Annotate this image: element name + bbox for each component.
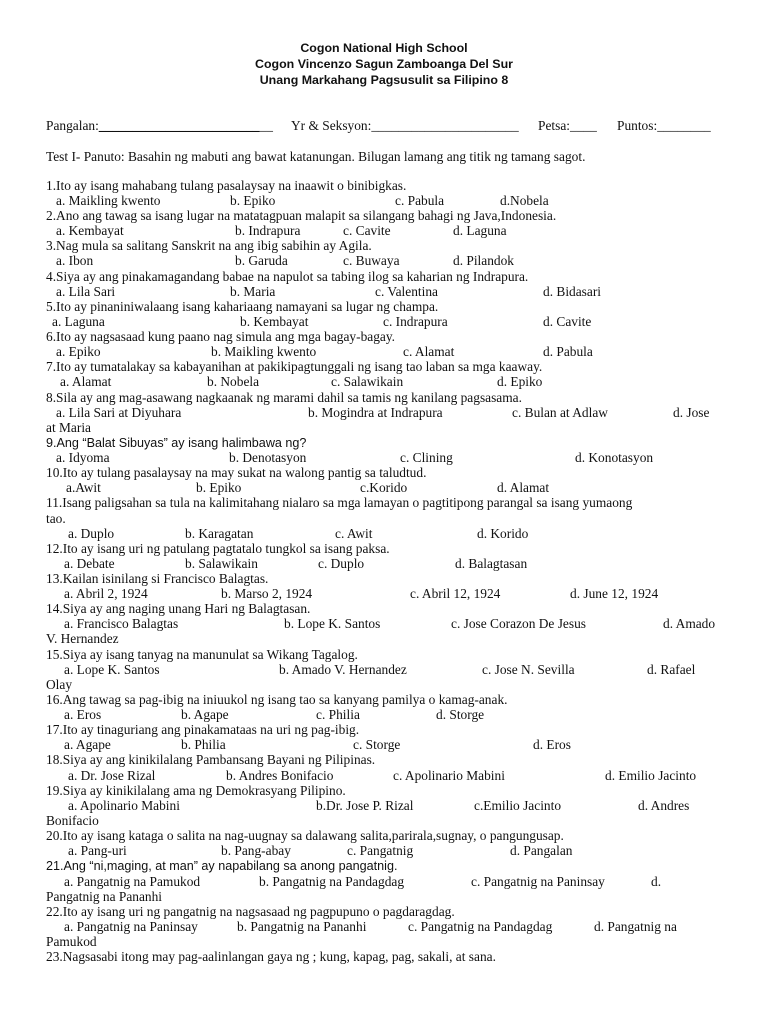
answer-choice[interactable]: c. Clining (400, 450, 453, 465)
answer-choice[interactable]: a. Alamat (60, 374, 112, 389)
answer-choice[interactable]: c. Bulan at Adlaw (512, 405, 608, 420)
name-field[interactable] (46, 118, 273, 134)
question-line (0, 768, 768, 784)
question-text: 7.Ito ay tumatalakay sa kabayanihan at pakikipagtunggali ng isang tao laban sa mga kaaway. (46, 359, 543, 374)
answer-choice[interactable]: a. Abril 2, 1924 (64, 586, 148, 601)
question-line (0, 783, 768, 799)
answer-choice[interactable]: a. Eros (64, 707, 102, 722)
answer-choice[interactable]: a. Duplo (68, 526, 115, 541)
question-line (0, 495, 768, 511)
question-line (0, 193, 768, 209)
question-line (0, 707, 768, 723)
question-text: tao. (46, 511, 66, 526)
answer-choice[interactable]: a. Apolinario Mabini (68, 798, 180, 813)
date-blank: ____ (570, 118, 597, 133)
answer-choice[interactable]: a.Awit (66, 480, 101, 495)
answer-choice[interactable]: d. Laguna (453, 223, 507, 238)
question-line (0, 526, 768, 542)
answer-choice[interactable]: d. Balagtasan (455, 556, 528, 571)
question-line (0, 586, 768, 602)
answer-choice[interactable]: d. Amado (663, 616, 716, 631)
answer-choice[interactable]: c.Korido (360, 480, 408, 495)
answer-choice[interactable]: b. Pangatnig na Pananhi (237, 919, 367, 934)
answer-choice[interactable]: d. Pangatnig na (594, 919, 677, 934)
answer-choice[interactable]: b. Maikling kwento (211, 344, 317, 359)
answer-choice[interactable]: b. Indrapura (235, 223, 301, 238)
answer-choice[interactable]: a. Kembayat (56, 223, 124, 238)
answer-choice[interactable]: b. Andres Bonifacio (226, 768, 334, 783)
question-line (0, 752, 768, 768)
answer-choice[interactable]: c. Pangatnig na Paninsay (471, 874, 605, 889)
answer-choice[interactable]: b. Amado V. Hernandez (279, 662, 407, 677)
question-line (0, 647, 768, 663)
answer-choice[interactable]: a. Francisco Balagtas (64, 616, 179, 631)
answer-choice[interactable]: b. Pangatnig na Pandagdag (259, 874, 405, 889)
question-text: 9.Ang “Balat Sibuyas” ay isang halimbawa ng? (46, 436, 307, 450)
name-blank: ________________________ (98, 118, 260, 133)
answer-choice[interactable]: c. Indrapura (383, 314, 448, 329)
question-text: V. Hernandez (46, 631, 119, 646)
question-line (0, 329, 768, 345)
answer-choice[interactable]: a. Debate (64, 556, 115, 571)
answer-choice[interactable]: b. Agape (181, 707, 229, 722)
question-text: 13.Kailan isinilang si Francisco Balagtas. (46, 571, 269, 586)
answer-choice[interactable]: b. Philia (181, 737, 226, 752)
score-field[interactable] (617, 118, 711, 134)
question-line (0, 238, 768, 254)
question-line (0, 390, 768, 406)
answer-choice[interactable]: a. Maikling kwento (56, 193, 161, 208)
answer-choice[interactable]: a. Pangatnig na Paninsay (64, 919, 198, 934)
question-line (0, 299, 768, 315)
question-line (0, 359, 768, 375)
date-field[interactable] (538, 118, 597, 134)
answer-choice[interactable]: d. Cavite (543, 314, 592, 329)
answer-choice[interactable]: d. Konotasyon (575, 450, 654, 465)
question-line (0, 798, 768, 814)
instructions-row (0, 149, 768, 165)
question-text: 8.Sila ay ang mag-asawang nagkaanak ng marami dahil sa tamis ng kanilang pagsasama. (46, 390, 522, 405)
question-line (0, 889, 768, 905)
question-line (0, 465, 768, 481)
answer-choice[interactable]: d. June 12, 1924 (570, 586, 659, 601)
question-line (0, 737, 768, 753)
answer-choice[interactable]: a. Laguna (52, 314, 105, 329)
question-line (0, 601, 768, 617)
answer-choice[interactable]: b. Nobela (207, 374, 260, 389)
question-line (0, 828, 768, 844)
answer-choice[interactable]: c. Duplo (318, 556, 365, 571)
question-line (0, 435, 768, 451)
answer-choice[interactable]: d. Rafael (647, 662, 696, 677)
date-label: Petsa: (538, 118, 570, 133)
question-text: Bonifacio (46, 813, 99, 828)
answer-choice[interactable]: b. Denotasyon (229, 450, 307, 465)
question-line (0, 616, 768, 632)
answer-choice[interactable]: b. Maria (230, 284, 276, 299)
question-line (0, 450, 768, 466)
question-text: Olay (46, 677, 73, 692)
question-text: Pamukod (46, 934, 97, 949)
answer-choice[interactable]: b. Epiko (196, 480, 242, 495)
question-line (0, 631, 768, 647)
section-label: Yr & Seksyon: (291, 118, 372, 133)
question-text: 17.Ito ay tinaguriang ang pinakamataas na uri ng pag-ibig. (46, 722, 360, 737)
answer-choice[interactable]: d. Korido (477, 526, 529, 541)
answer-choice[interactable]: d.Nobela (500, 193, 549, 208)
question-line (0, 541, 768, 557)
question-line (0, 420, 768, 436)
answer-choice[interactable]: b. Epiko (230, 193, 276, 208)
answer-choice[interactable]: d. Andres (638, 798, 690, 813)
answer-choice[interactable]: b. Pang-abay (221, 843, 291, 858)
question-line (0, 843, 768, 859)
question-line (0, 662, 768, 678)
question-text: 16.Ang tawag sa pag-ibig na iniuukol ng isang tao sa kanyang pamilya o kamag-anak. (46, 692, 508, 707)
question-line (0, 934, 768, 950)
question-line (0, 858, 768, 874)
question-text: 22.Ito ay isang uri ng pangatnig na nagsasaad ng pagpupuno o pagdaragdag. (46, 904, 455, 919)
question-text: 10.Ito ay tulang pasalaysay na may sukat na walong pantig sa taludtud. (46, 465, 427, 480)
school-name: Cogon National High School (300, 41, 468, 55)
question-text: 4.Siya ay ang pinakamagandang babae na napulot sa tabing ilog sa kaharian ng Indrapura. (46, 269, 529, 284)
answer-choice[interactable]: a. Epiko (56, 344, 101, 359)
question-line (0, 571, 768, 587)
answer-choice[interactable]: d. Bidasari (543, 284, 602, 299)
question-line (0, 374, 768, 390)
question-text: 19.Siya ay kinikilalang ama ng Demokrasyang Pilipino. (46, 783, 346, 798)
answer-choice[interactable]: c. Salawikain (331, 374, 404, 389)
question-text: 15.Siya ay isang tanyag na manunulat sa Wikang Tagalog. (46, 647, 358, 662)
answer-choice[interactable]: b. Garuda (235, 253, 288, 268)
section-blank: ______________________ (371, 118, 519, 133)
question-line (0, 904, 768, 920)
answer-choice[interactable]: b. Mogindra at Indrapura (308, 405, 443, 420)
section-field[interactable] (291, 118, 519, 134)
question-text: 2.Ano ang tawag sa isang lugar na matatagpuan malapit sa silangang bahagi ng Java,Indonesia. (46, 208, 557, 223)
question-line (0, 284, 768, 300)
question-line (0, 677, 768, 693)
answer-choice[interactable]: c. Philia (316, 707, 360, 722)
question-line (0, 722, 768, 738)
question-line (0, 511, 768, 527)
answer-choice[interactable]: d. Pilandok (453, 253, 515, 268)
question-line (0, 208, 768, 224)
answer-choice[interactable]: d. Storge (436, 707, 485, 722)
instructions: Test I- Panuto: Basahin ng mabuti ang bawat katanungan. Bilugan lamang ang titik ng tamang sagot. (46, 149, 586, 164)
answer-choice[interactable]: d. Eros (533, 737, 571, 752)
question-text: 23.Nagsasabi itong may pag-aalinlangan gaya ng ; kung, kapag, pag, sakali, at sana. (46, 949, 496, 964)
answer-choice[interactable]: a. Ibon (56, 253, 94, 268)
answer-choice[interactable]: c. Buwaya (343, 253, 400, 268)
question-text: 6.Ito ay nagsasaad kung paano nag simula ang mga bagay-bagay. (46, 329, 396, 344)
question-text: 5.Ito ay pinaniniwalaang isang kahariaang namayani sa lugar ng champa. (46, 299, 439, 314)
question-text: 1.Ito ay isang mahabang tulang pasalaysay na inaawit o binibigkas. (46, 178, 407, 193)
answer-choice[interactable]: b.Dr. Jose P. Rizal (316, 798, 414, 813)
answer-choice[interactable]: b. Kembayat (240, 314, 309, 329)
score-blank: ________ (657, 118, 711, 133)
answer-choice[interactable]: b. Karagatan (185, 526, 254, 541)
answer-choice[interactable]: a. Dr. Jose Rizal (68, 768, 156, 783)
answer-choice[interactable]: c. Abril 12, 1924 (410, 586, 501, 601)
answer-choice[interactable]: c. Storge (353, 737, 401, 752)
question-text: 21.Ang “ni,maging, at man” ay napabilang sa anong pangatnig. (46, 859, 398, 873)
question-text: 20.Ito ay isang kataga o salita na nag-uugnay sa dalawang salita,parirala,sugnay, o pangungusap. (46, 828, 564, 843)
question-text: at Maria (46, 420, 91, 435)
question-line (0, 556, 768, 572)
answer-choice[interactable]: d. Alamat (497, 480, 550, 495)
question-line (0, 314, 768, 330)
answer-choice[interactable]: a. Pangatnig na Pamukod (64, 874, 201, 889)
question-line (0, 874, 768, 890)
question-line (0, 919, 768, 935)
answer-choice[interactable]: a. Agape (64, 737, 111, 752)
question-line (0, 813, 768, 829)
answer-choice[interactable]: c. Pabula (395, 193, 445, 208)
answer-choice[interactable]: a. Lope K. Santos (64, 662, 160, 677)
answer-choice[interactable]: c. Alamat (403, 344, 455, 359)
question-line (0, 480, 768, 496)
answer-choice[interactable]: b. Salawikain (185, 556, 258, 571)
name-label: Pangalan: (46, 118, 99, 133)
answer-choice[interactable]: c. Awit (335, 526, 373, 541)
exam-title: Unang Markahang Pagsusulit sa Filipino 8 (259, 73, 509, 87)
school-address: Cogon Vincenzo Sagun Zamboanga Del Sur (255, 57, 513, 71)
answer-choice[interactable]: a. Lila Sari at Diyuhara (56, 405, 182, 420)
name-blank-tail: __ (259, 118, 273, 133)
question-line (0, 269, 768, 285)
question-text: 11.Isang paligsahan sa tula na kalimitahang nialaro sa mga lamayan o pagtitipong parangal sa isang yumaong (46, 495, 633, 510)
answer-choice[interactable]: a. Pang-uri (68, 843, 127, 858)
answer-choice[interactable]: d. Pangalan (510, 843, 573, 858)
question-line (0, 344, 768, 360)
answer-choice[interactable]: c.Emilio Jacinto (474, 798, 562, 813)
question-text: 14.Siya ay ang naging unang Hari ng Balagtasan. (46, 601, 311, 616)
answer-choice[interactable]: d. Epiko (497, 374, 543, 389)
answer-choice[interactable]: d. (651, 874, 662, 889)
question-line (0, 405, 768, 421)
answer-choice[interactable]: b. Marso 2, 1924 (221, 586, 313, 601)
answer-choice[interactable]: d. Emilio Jacinto (605, 768, 697, 783)
answer-choice[interactable]: c. Jose N. Sevilla (482, 662, 575, 677)
answer-choice[interactable]: c. Pangatnig (347, 843, 414, 858)
question-line (0, 223, 768, 239)
answer-choice[interactable]: c. Jose Corazon De Jesus (451, 616, 586, 631)
answer-choice[interactable]: a. Idyoma (56, 450, 110, 465)
answer-choice[interactable]: d. Jose (673, 405, 710, 420)
question-line (0, 692, 768, 708)
answer-choice[interactable]: a. Lila Sari (56, 284, 116, 299)
answer-choice[interactable]: b. Lope K. Santos (284, 616, 381, 631)
question-text: 3.Nag mula sa salitang Sanskrit na ang ibig sabihin ay Agila. (46, 238, 372, 253)
answer-choice[interactable]: c. Cavite (343, 223, 391, 238)
answer-choice[interactable]: d. Pabula (543, 344, 593, 359)
question-line (0, 253, 768, 269)
question-text: Pangatnig na Pananhi (46, 889, 163, 904)
student-info-row (0, 118, 768, 134)
question-line (0, 178, 768, 194)
question-text: 12.Ito ay isang uri ng patulang pagtatalo tungkol sa isang paksa. (46, 541, 390, 556)
document-header (0, 40, 768, 88)
question-line (0, 949, 768, 965)
answer-choice[interactable]: c. Pangatnig na Pandagdag (408, 919, 553, 934)
answer-choice[interactable]: c. Apolinario Mabini (393, 768, 505, 783)
answer-choice[interactable]: c. Valentina (375, 284, 438, 299)
question-text: 18.Siya ay ang kinikilalang Pambansang Bayani ng Pilipinas. (46, 752, 376, 767)
score-label: Puntos: (617, 118, 658, 133)
